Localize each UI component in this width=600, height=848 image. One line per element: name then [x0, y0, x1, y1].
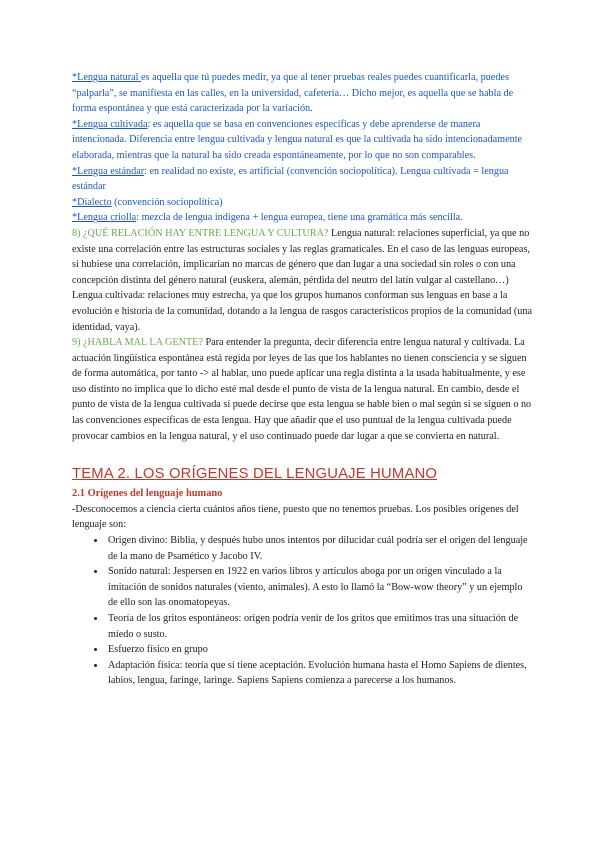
question-9-answer: Para entender la pregunta, decir diferencia entre lengua natural y cultivada. La actuación lingüística espontánea está regida por leyes de las que los hablantes no tienen consciencia y se siguen de forma automática, por tanto -> al hablar, uno puede aplicar una regla distinta a la usada habitualmente, y ese uso distinto no implica que lo dicho esté mal desde el punto de vista de la lengua natural. En cambio, desde el punto de vista de la lengua cultivada sí puede decirse que esta lengua se hable bien o mal según si se siguen o no las convenciones específicas de esta lengua. Hay que añadir que el uso puntual de la lengua cultivada puede provocar cambios en la lengua natural, y el uso continuado puede dar lugar a que se convierta en natural.: [72, 337, 532, 442]
definition-term: *Lengua natural: [72, 72, 142, 83]
question-9-paragraph: [72, 335, 532, 444]
definition-lengua-cultivada: [72, 117, 532, 164]
question-8-answer: Lengua natural: relaciones superficial, ya que no existe una correlación entre las estructuras sociales y las reglas gramaticales. En el caso de las lenguas europeas, si hubiese una correlación, implicarían no marcas de género que dan lugar a una sociedad sin roles o con una concepción distinta del género natural (euskera, alemán, pérdida del neutro del latín vulgar al castellano…): [72, 227, 530, 286]
list-item: • Adaptación física: teoría que sí tiene aceptación. Evolución humana hasta el Homo Sapiens de dientes, labios, lengua, faringe, laringe. Sapiens Sapiens comienza a parecerse a los humanos.: [106, 658, 532, 689]
definition-term: *Dialecto: [72, 196, 112, 208]
definition-text: : es aquella que se basa en convenciones específicas y debe aprenderse de manera intencionada. Diferencia entre lengua cultivada y lengua natural es que la cultivada ha sido intencionadamente elaborada, mientras que la natural ha sido creada espontáneamente, por lo que no son comparables.: [72, 118, 523, 161]
definition-text: es aquella que tú puedes medir, ya que al tener pruebas reales puedes cuantificarla, puedes “palparla”, se manifiesta en las calles, en la universidad, cafetería… Dicho mejor, es aquella que se habla de forma espontánea y que está caracterizada por la variación.: [72, 72, 514, 115]
list-item: • Teoría de los gritos espontáneos: origen podría venir de los gritos que emitimos tras una situación de miedo o susto.: [106, 611, 532, 642]
definition-text: : en realidad no existe, es artificial (convención sociopolítica). Lengua cultivada = lengua estándar: [72, 165, 509, 193]
question-8-paragraph: [72, 226, 532, 288]
definition-lengua-natural: [72, 70, 532, 117]
section-title: TEMA 2. LOS ORÍGENES DEL LENGUAJE HUMANO: [72, 466, 438, 483]
question-8-heading: 8) ¿QUÉ RELACIÓN HAY ENTRE LENGUA Y CULTURA?: [72, 227, 329, 239]
definition-term: *Lengua cultivada: [72, 118, 148, 130]
origins-list: [72, 533, 532, 689]
definition-dialecto: [72, 195, 532, 211]
section-subtitle: 2.1 Orígenes del lenguaje humano: [72, 488, 223, 500]
definition-lengua-estandar: [72, 164, 532, 195]
section-intro: -Desconocemos a ciencia cierta cuántos años tiene, puesto que no tenemos pruebas. Los posibles orígenes del lenguaje son:: [72, 503, 519, 531]
definition-text: (convención sociopolítica): [111, 196, 223, 208]
list-item: • Sonido natural: Jespersen en 1922 en varios libros y artículos aboga por un origen vinculado a la imitación de sonidos naturales (viento, animales). A esto lo llamó la “Bow-wow theory” y un ejemplo de ello son las onomatopeyas.: [106, 564, 532, 611]
question-8-answer-cultivada: Lengua cultivada: relaciones muy estrecha, ya que los grupos humanos conforman sus lenguas en base a la evolución e historia de la comunidad, dotando a la lengua de rasgos característicos propios de la comunidad (una identidad, vaya).: [72, 290, 532, 333]
definition-term: *Lengua criolla: [72, 212, 137, 224]
list-item: • Origen divino: Biblia, y después hubo unos intentos por dilucidar cuál podría ser el origen del lenguaje de la mano de Psamético y Jacobo IV.: [106, 533, 532, 564]
list-item: • Esfuerzo físico en grupo: [106, 642, 532, 658]
definition-lengua-criolla: [72, 210, 532, 226]
question-9-heading: 9) ¿HABLA MAL LA GENTE?: [72, 337, 203, 349]
definition-text: : mezcla de lengua indígena + lengua europea, tiene una gramática más sencilla.: [136, 212, 463, 224]
definition-term: *Lengua estándar: [72, 165, 145, 177]
document-body: [72, 70, 532, 689]
